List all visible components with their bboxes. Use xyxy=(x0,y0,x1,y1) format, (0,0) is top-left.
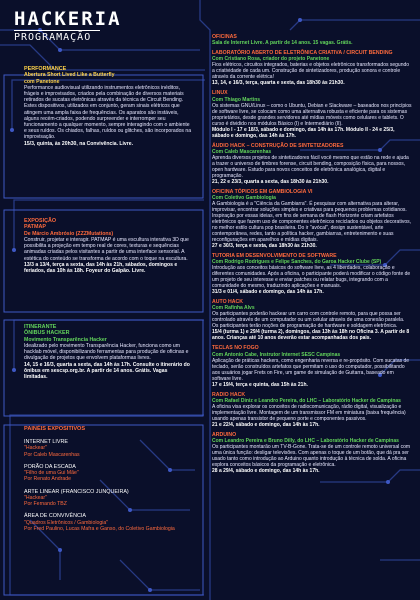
oficinas-note: Sala de Internet Livre. A partir de 14 anos. 15 vagas. Grátis. xyxy=(212,40,353,47)
oficina-item xyxy=(212,90,412,138)
oficina-body: Os participantes montarão um TV-B-Gone. Trata-se de um controle remoto universal com uma única função: desligar televisões. Com apenas o toque de um botão, que dá pra ser usado tanto como introdução ao Arduino quanto introdução à técnica de solda. A oficina explora conceitos básicos da programação e eletrônica. xyxy=(212,444,411,469)
painel-author: Por Caleb Mascarenhas xyxy=(24,451,80,458)
oficina-schedule: 17 e 19/4, terça e quinta, das 15h às 21h. xyxy=(212,381,308,388)
oficina-author: Com Thiago Martins xyxy=(212,96,261,103)
oficina-title: AUTO HACK xyxy=(212,299,244,306)
patmap-schedule: 13/3 a 13/4, terça a sexta, das 14h às 21h, sábados, domingos e feriados, das 10h às 18h. Foyeur do Galpão. Livre. xyxy=(24,261,178,275)
painel-author: Por Fred Paulino, Lucas Mafra e Ganso, do Coletivo Gambiologia xyxy=(24,526,175,533)
painel-author: Por Renato Andrade xyxy=(24,476,72,483)
painel-sub: "Filho de uma Gui Mãe" xyxy=(24,470,79,477)
oficina-schedule: Módulo I - 17 e 18/3, sábado e domingo, das 14h às 17h. Módulo II - 24 e 25/3, sábado e domingo, das 14h às 17h. xyxy=(212,126,395,139)
painel-sub: "Hackear" xyxy=(24,445,47,452)
oficina-schedule: 27 e 30/3, terça e sexta, das 18h30 às 21h30. xyxy=(212,243,317,250)
performance-schedule: 15/3, quinta, às 20h30, na Convivência. Livre. xyxy=(24,140,133,147)
performance-title: Abertura Short Lived Like a Butterfly xyxy=(24,72,115,79)
oficina-title: LABORATÓRIO ABERTO DE ELETRÔNICA CRIATIVA / CIRCUIT BENDING xyxy=(212,50,393,57)
logo xyxy=(14,10,194,46)
painel-sub: "Hackear" xyxy=(24,495,47,502)
oficina-body: Aprenda diversos projetos de sintetizadores fácil você mesmo que estão na rede e ajuda a trazer o universo de timbres forense, circuit bending, composição física, para nossos, open hardware. Estudo para novos conceitos de eletrônica analógica, digital e programação. xyxy=(212,154,409,179)
painel-name: INTERNET LIVRE xyxy=(24,439,68,445)
painel-name: ARTE LINEAR (FRANCISCO JUNQUEIRA) xyxy=(24,488,129,495)
painel-item xyxy=(24,489,192,508)
oficina-item xyxy=(212,299,412,341)
painel-author: Por Fernando TBZ xyxy=(24,501,67,508)
patmap-name: PATMAP xyxy=(24,224,46,231)
oficina-title: TECLAS NO FOGO xyxy=(212,345,259,352)
oficina-author: Com Caleb Mascarenhas xyxy=(212,148,272,155)
oficina-title: ÁUDIO HACK – CONSTRUÇÃO DE SINTETIZADORES xyxy=(212,142,344,149)
oficina-item xyxy=(212,345,412,387)
performance-section xyxy=(24,66,192,147)
oficina-body: Introdução aos conceitos básicos do software livre, as 4 liberdades, colaboração e diferentes comunidades. Após a oficina, o participante poderá modificar o código fonte de um projeto de seu interesse e enviar patches ou relatar bugs, integrando com a comunidade do mesmo, traduzindo aplicações e manuais. xyxy=(212,265,411,290)
painel-name: ÁREA DE CONVIVÊNCIA xyxy=(24,513,87,520)
onibus-author: Movimento Transparência Hacker xyxy=(24,336,107,343)
oficina-schedule: 31/3 e 01/4, sábado e domingo, das 14h às 17h. xyxy=(212,289,324,296)
oficina-author: Com Rafael Diniz e Leandro Pereira, do LHC – Laboratório Hacker de Campinas xyxy=(212,397,401,404)
oficina-author: Com Rodrigo Rodrigues e Felipe Sanches, do Garoa Hacker Clube (SP) xyxy=(212,259,382,266)
oficina-schedule: 21 e 22/4, sábado e domingo, das 14h às 17h. xyxy=(212,421,320,428)
oficina-title: ARDUINO xyxy=(212,431,237,438)
section-heading: EXPOSIÇÃO xyxy=(24,218,57,224)
onibus-name: ÔNIBUS HACKER xyxy=(24,330,70,337)
painel-item xyxy=(24,464,192,483)
oficina-body: Aplicação de práticas hackers, como engenharia reversa e re-propósito. Com sucatas de teclado, serão construídos artefatos que permitam o uso do computador, possibilitando aos usuários jogar Frets on Fire, um game de simulação de Guitarra, baseado em software livre. xyxy=(212,357,410,382)
section-heading: PAINÉIS EXPOSITIVOS xyxy=(24,426,86,432)
section-heading: PERFORMANCE xyxy=(24,66,67,72)
performance-author: com Panetone xyxy=(24,78,60,85)
oficina-item xyxy=(212,253,412,295)
oficina-item xyxy=(212,143,412,185)
oficina-item xyxy=(212,189,412,249)
performance-body: Performance audiovisual utilizando instrumentos eletrônicos inéditos, frágeis e improvisados, criados pela combinação de diversos materiais retirados de sucatas eletrônicas através da técnica de Circuit Bending. Estes dispositivos, utilizados em conjunto, geram sinais elétricos que atingem uma ampla faixa de frequências. Os aparatos são instáveis, alguns recém-criados, podendo surpreender e interromper seu funcionamento a qualquer momento, sempre interagindo com o ambiente e seus ruídos. Os chiados, falhas, ruídos ou glitches, são incorporados na improvisação. xyxy=(24,84,192,141)
oficina-title: OFICINA TÓPICOS EM GAMBIOLOGIA VI xyxy=(212,188,313,195)
patmap-author: De Márcio Ambrósio (ZZZMutations) xyxy=(24,230,114,237)
oficinas-column xyxy=(212,34,412,478)
patmap-body: Construir, projetar e interagir. PATMAP é uma escultura interativa 3D que possibilita a projeção em tempo real de cores, texturas e sequências animadas criadas pelos visitantes a partir de uma interface sensorial. A estética do conteúdo se transforma de acordo com o toque na escultura. xyxy=(24,237,189,262)
section-heading: ITINERANTE xyxy=(24,324,57,330)
painel-sub: "Quadros Eletrônicos / Gambiologia" xyxy=(24,519,109,526)
oficina-body: A oficina visa explorar os conceitos de radiocomunicação, rádio digital, visualização e implementação livre. Montagem de um transmissor FM em miniatura (baixa frequência) usando apenas transistor de pequeno porte e componentes passivos. xyxy=(212,403,406,422)
painel-item xyxy=(24,439,192,458)
painel-name: PORÃO DA ESCADA xyxy=(24,463,76,470)
oficinas-heading: OFICINAS xyxy=(212,34,237,40)
oficina-title: TUTORIA EM DESENVOLVIMENTO DE SOFTWARE xyxy=(212,253,337,260)
oficina-author: Com Rafinha Alvs xyxy=(212,305,255,312)
oficina-schedule: 28 a 29/4, sábado e domingo, das 14h às 17h. xyxy=(212,468,320,475)
exposicao-section xyxy=(24,218,192,274)
oficina-title: LINUX xyxy=(212,90,228,97)
oficina-author: Com Coletivo Gambiologia xyxy=(212,195,276,202)
oficina-body: Os participantes poderão hackear um carro com controle remoto, para que possa ser controlado através de um computador ou um celular através de uma conexão paralela. Os participantes terão noções de programação de hardware e soldagem eletrônica. xyxy=(212,311,405,330)
oficina-item xyxy=(212,432,412,474)
oficina-body: A Gambiologia é a "Ciência da Gambiarra". É pesquisar com alternativa para alterar, improvisar, encontrar soluções simples e criativas para pequenos problemas cotidianos. Inspiração por essas ideias, em fins de semana de flash Horizonte criam artefatos eletrônicos que fazem uso de componentes eletrônicos reciclados ou objetos decorativos, no melhor estilo cultura pop brasileira. Do ir "avócal", design sustentável, arte contemporânea, redes, tanto a política hacker, gambiarras, entretenimento e suas reconfigurações em aparelhos e mídias digitais. xyxy=(212,201,412,244)
paineis-section xyxy=(24,426,192,538)
oficina-title: RADIO HACK xyxy=(212,391,246,398)
oficina-author: Com Cristiano Rosa, criador do projeto Panetone xyxy=(212,56,330,63)
oficina-body: Fios elétricos, circuitos integrados, baterias e objetos eletrônicos transformados segundo a criatividade de cada um. Construção de sintetizadores, produção sonora e controle através da corrente elétrica! xyxy=(212,62,410,81)
oficina-schedule: 15/4 (turma 1) e 29/4 (turma 2), domingos, das 13h às 18h no Oficina 3. A partir de 8 anos. Crianças até 10 anos deverão estar acompanhadas dos pais. xyxy=(212,329,410,342)
oficina-author: Com Leandro Pereira e Bruno Dilly, do LHC – Laboratório Hacker de Campinas xyxy=(212,438,399,445)
painel-item xyxy=(24,513,192,532)
oficina-schedule: 21, 22 e 23/3, quarta a sexta, das 18h30 às 21h30. xyxy=(212,178,329,185)
oficina-item xyxy=(212,392,412,428)
logo-title: HACKERIA xyxy=(14,8,122,30)
logo-subtitle: PROGRAMAÇÃO xyxy=(14,30,100,43)
onibus-body: Idealizado pelo movimento Transparência Hacker, funciona como um hacklab móvel, disponibilizando ferramentas para produção de oficinas e divulgação de projetos que envolvem plataformas livres. xyxy=(24,343,189,362)
onibus-schedule: 14, 15 e 16/3, quarta a sexta, das 14h às 17h. Consulte o itinerário do ônibus em sescsp.org.br. A partir de 14 anos. Grátis. Vagas limitadas. xyxy=(24,361,190,381)
oficina-item xyxy=(212,50,412,86)
oficina-author: Com Antonio Cabe, Instrutor Internet SESC Campinas xyxy=(212,351,341,358)
oficina-schedule: 13, 14, e 16/3, terça, quarta e sexta, das 18h30 às 21h30. xyxy=(212,80,345,87)
itinerante-section xyxy=(24,324,192,380)
oficina-body: Os sistemas GNU/Linux – como o Ubuntu, Debian e Slackware – baseados nos princípios de software livre, se colocam como uma alternativa robusta e eficiente para os sistemas proprietários, desde grandes servidores até mídias móveis como celulares e tablets. O curso é dividido nos módulos Básico (I) e Intermediário (II). xyxy=(212,102,412,127)
